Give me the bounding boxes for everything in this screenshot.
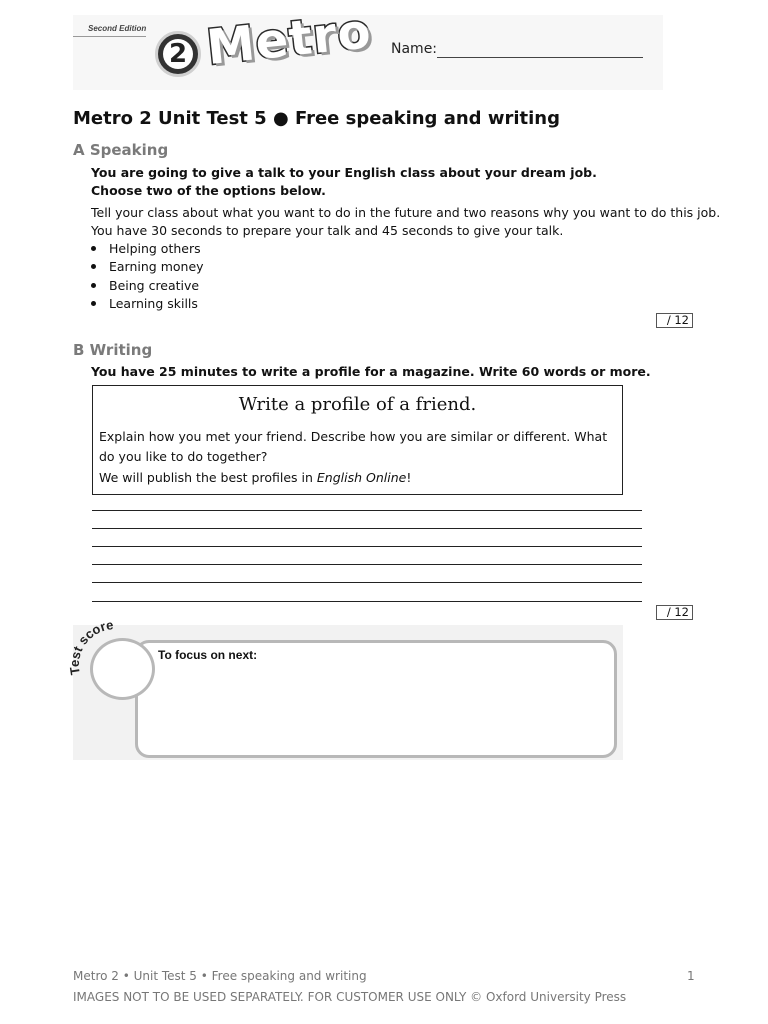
prompt-title: Write a profile of a friend. [238,394,477,415]
edition-label: Second Edition [88,24,147,33]
page-number: 1 [687,969,695,983]
name-label: Name: [391,41,438,57]
list-item: Helping others [91,240,204,258]
speaking-instruction: You are going to give a talk to your English class about your dream job. Choose two of the options below. [91,165,597,198]
svg-text:Test score [67,618,114,676]
answer-line[interactable] [92,528,642,529]
answer-line[interactable] [92,582,642,583]
writing-prompt-box [92,385,623,495]
prompt-body: Explain how you met your friend. Describe how you are similar or different. What do you like to do together? [99,429,608,464]
focus-next-label: To focus on next: [158,648,258,662]
list-item: Earning money [91,258,204,276]
logo-number: 2 [163,39,193,69]
speaking-options-list [91,240,204,313]
logo-number-badge [155,31,201,77]
answer-line[interactable] [92,564,642,565]
writing-instruction: You have 25 minutes to write a profile for a magazine. Write 60 words or more. [91,364,651,379]
footer-title: Metro 2 • Unit Test 5 • Free speaking and writing [73,969,367,983]
writing-score-box[interactable]: / 12 [656,605,693,620]
test-score-arc-label [66,618,156,678]
prompt-publish-pre: We will publish the best profiles in [99,470,317,485]
name-field-line[interactable] [437,57,643,58]
speaking-body-line-2: You have 30 seconds to prepare your talk and 45 seconds to give your talk. [91,223,564,238]
list-item: Learning skills [91,295,204,313]
copyright-notice: IMAGES NOT TO BE USED SEPARATELY. FOR CUSTOMER USE ONLY © Oxford University Press [73,990,627,1004]
edition-divider [73,36,146,37]
speaking-score-box[interactable]: / 12 [656,313,693,328]
answer-line[interactable] [92,546,642,547]
speaking-body-line-1: Tell your class about what you want to do in the future and two reasons why you want to do this job. [91,205,721,220]
speaking-heading: A Speaking [73,141,169,159]
test-score-arc-text: Test score [66,618,115,676]
list-item: Being creative [91,277,204,295]
logo-wordmark: Metro [204,3,375,77]
page-title: Metro 2 Unit Test 5 ● Free speaking and writing [73,108,560,129]
prompt-publish-magazine: English Online [316,470,407,485]
prompt-publish-post: ! [406,470,412,485]
answer-line[interactable] [92,510,642,511]
prompt-publish-note [99,470,411,485]
answer-line[interactable] [92,601,642,602]
writing-heading: B Writing [73,341,153,359]
